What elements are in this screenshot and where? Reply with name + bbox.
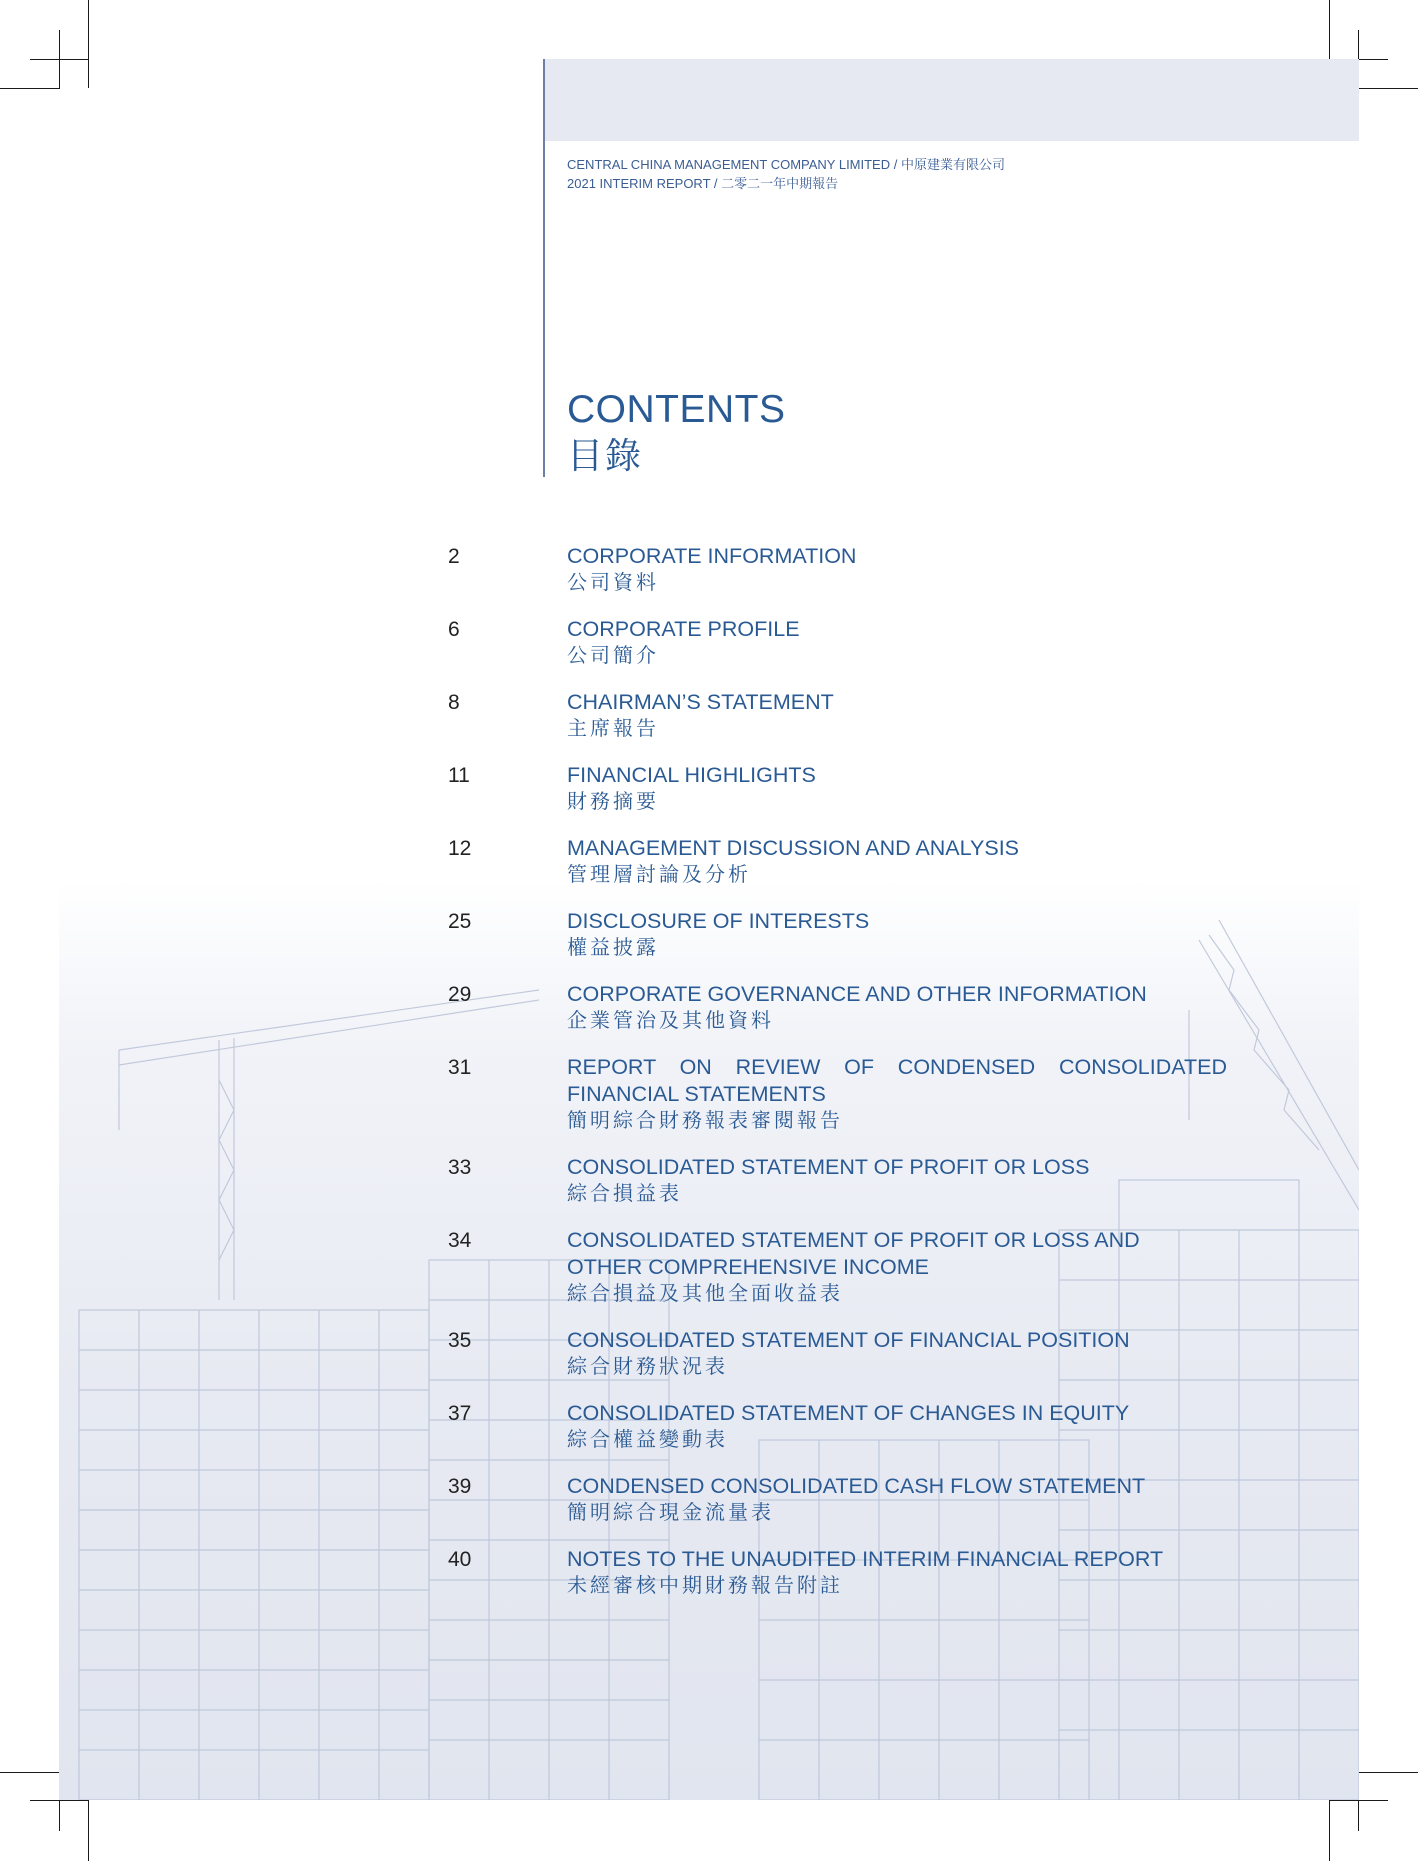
toc-title-en: CORPORATE GOVERNANCE AND OTHER INFORMATION [567, 982, 1147, 1006]
toc-title-zh: 綜合損益表 [567, 1183, 682, 1205]
toc-title-zh: 公司簡介 [567, 645, 659, 667]
toc-title-en: CORPORATE PROFILE [567, 617, 800, 641]
crop-mark [1329, 1800, 1388, 1801]
toc-title-en: CONSOLIDATED STATEMENT OF CHANGES IN EQUITY [567, 1401, 1130, 1425]
running-header-company: CENTRAL CHINA MANAGEMENT COMPANY LIMITED / 中原建業有限公司 [567, 157, 1005, 172]
toc-title-en: CONSOLIDATED STATEMENT OF PROFIT OR LOSS [567, 1155, 1090, 1179]
running-header [567, 155, 1005, 193]
toc-page-number: 40 [448, 1548, 472, 1571]
crop-mark [1359, 1772, 1418, 1773]
running-header-report: 2021 INTERIM REPORT / 二零二一年中期報告 [567, 176, 839, 191]
toc-title-zh: 企業管治及其他資料 [567, 1010, 774, 1032]
crop-mark [88, 0, 89, 88]
toc-title-en: FINANCIAL HIGHLIGHTS [567, 763, 816, 787]
crop-mark [88, 1800, 89, 1861]
page-title-en: CONTENTS [567, 388, 786, 431]
toc-title-en: CONDENSED CONSOLIDATED CASH FLOW STATEMENT [567, 1474, 1146, 1498]
crop-mark [0, 88, 59, 89]
toc-title-en: REPORT ON REVIEW OF CONDENSED CONSOLIDATED FINANCIAL STATEMENTS [567, 1055, 1227, 1106]
toc-title-zh: 權益披露 [567, 937, 659, 959]
toc-page-number: 34 [448, 1229, 472, 1252]
crop-mark [0, 1772, 59, 1773]
toc-title-zh: 公司資料 [567, 572, 659, 594]
toc-page-number: 29 [448, 983, 472, 1006]
toc-title-zh: 綜合權益變動表 [567, 1429, 728, 1451]
toc-title-en: MANAGEMENT DISCUSSION AND ANALYSIS [567, 836, 1020, 860]
toc-title-zh: 簡明綜合現金流量表 [567, 1502, 774, 1524]
header-rule [543, 59, 545, 477]
toc-title-en: NOTES TO THE UNAUDITED INTERIM FINANCIAL REPORT [567, 1547, 1164, 1571]
toc-title-en: CONSOLIDATED STATEMENT OF PROFIT OR LOSS AND OTHER COMPREHENSIVE INCOME [567, 1228, 1140, 1279]
toc-title-en: DISCLOSURE OF INTERESTS [567, 909, 870, 933]
header-band [544, 59, 1359, 141]
toc-title-zh: 綜合損益及其他全面收益表 [567, 1283, 843, 1305]
toc-page-number: 25 [448, 910, 472, 933]
toc-title-zh: 未經審核中期財務報告附註 [567, 1575, 843, 1597]
toc-title-en: CONSOLIDATED STATEMENT OF FINANCIAL POSITION [567, 1328, 1130, 1352]
toc-page-number: 11 [448, 764, 470, 787]
toc-title-zh: 財務摘要 [567, 791, 659, 813]
crop-mark [1329, 1800, 1330, 1861]
toc-page-number: 35 [448, 1329, 472, 1352]
toc-page-number: 2 [448, 545, 460, 568]
toc-title-en: CORPORATE INFORMATION [567, 544, 857, 568]
toc-page-number: 37 [448, 1402, 472, 1425]
crop-mark [1359, 88, 1418, 89]
toc-page-number: 6 [448, 618, 460, 641]
toc-page-number: 8 [448, 691, 460, 714]
crop-mark [30, 1800, 89, 1801]
toc-page-number: 39 [448, 1475, 472, 1498]
toc-page-number: 12 [448, 837, 472, 860]
toc-title-zh: 簡明綜合財務報表審閱報告 [567, 1110, 843, 1132]
toc-title-zh: 管理層討論及分析 [567, 864, 751, 886]
toc-page-number: 31 [448, 1056, 472, 1079]
toc-title-en: CHAIRMAN’S STATEMENT [567, 690, 834, 714]
toc-title-zh: 主席報告 [567, 718, 659, 740]
toc-title-zh: 綜合財務狀況表 [567, 1356, 728, 1378]
toc-page-number: 33 [448, 1156, 472, 1179]
page-title-zh: 目錄 [567, 435, 644, 476]
crop-mark [30, 59, 89, 60]
